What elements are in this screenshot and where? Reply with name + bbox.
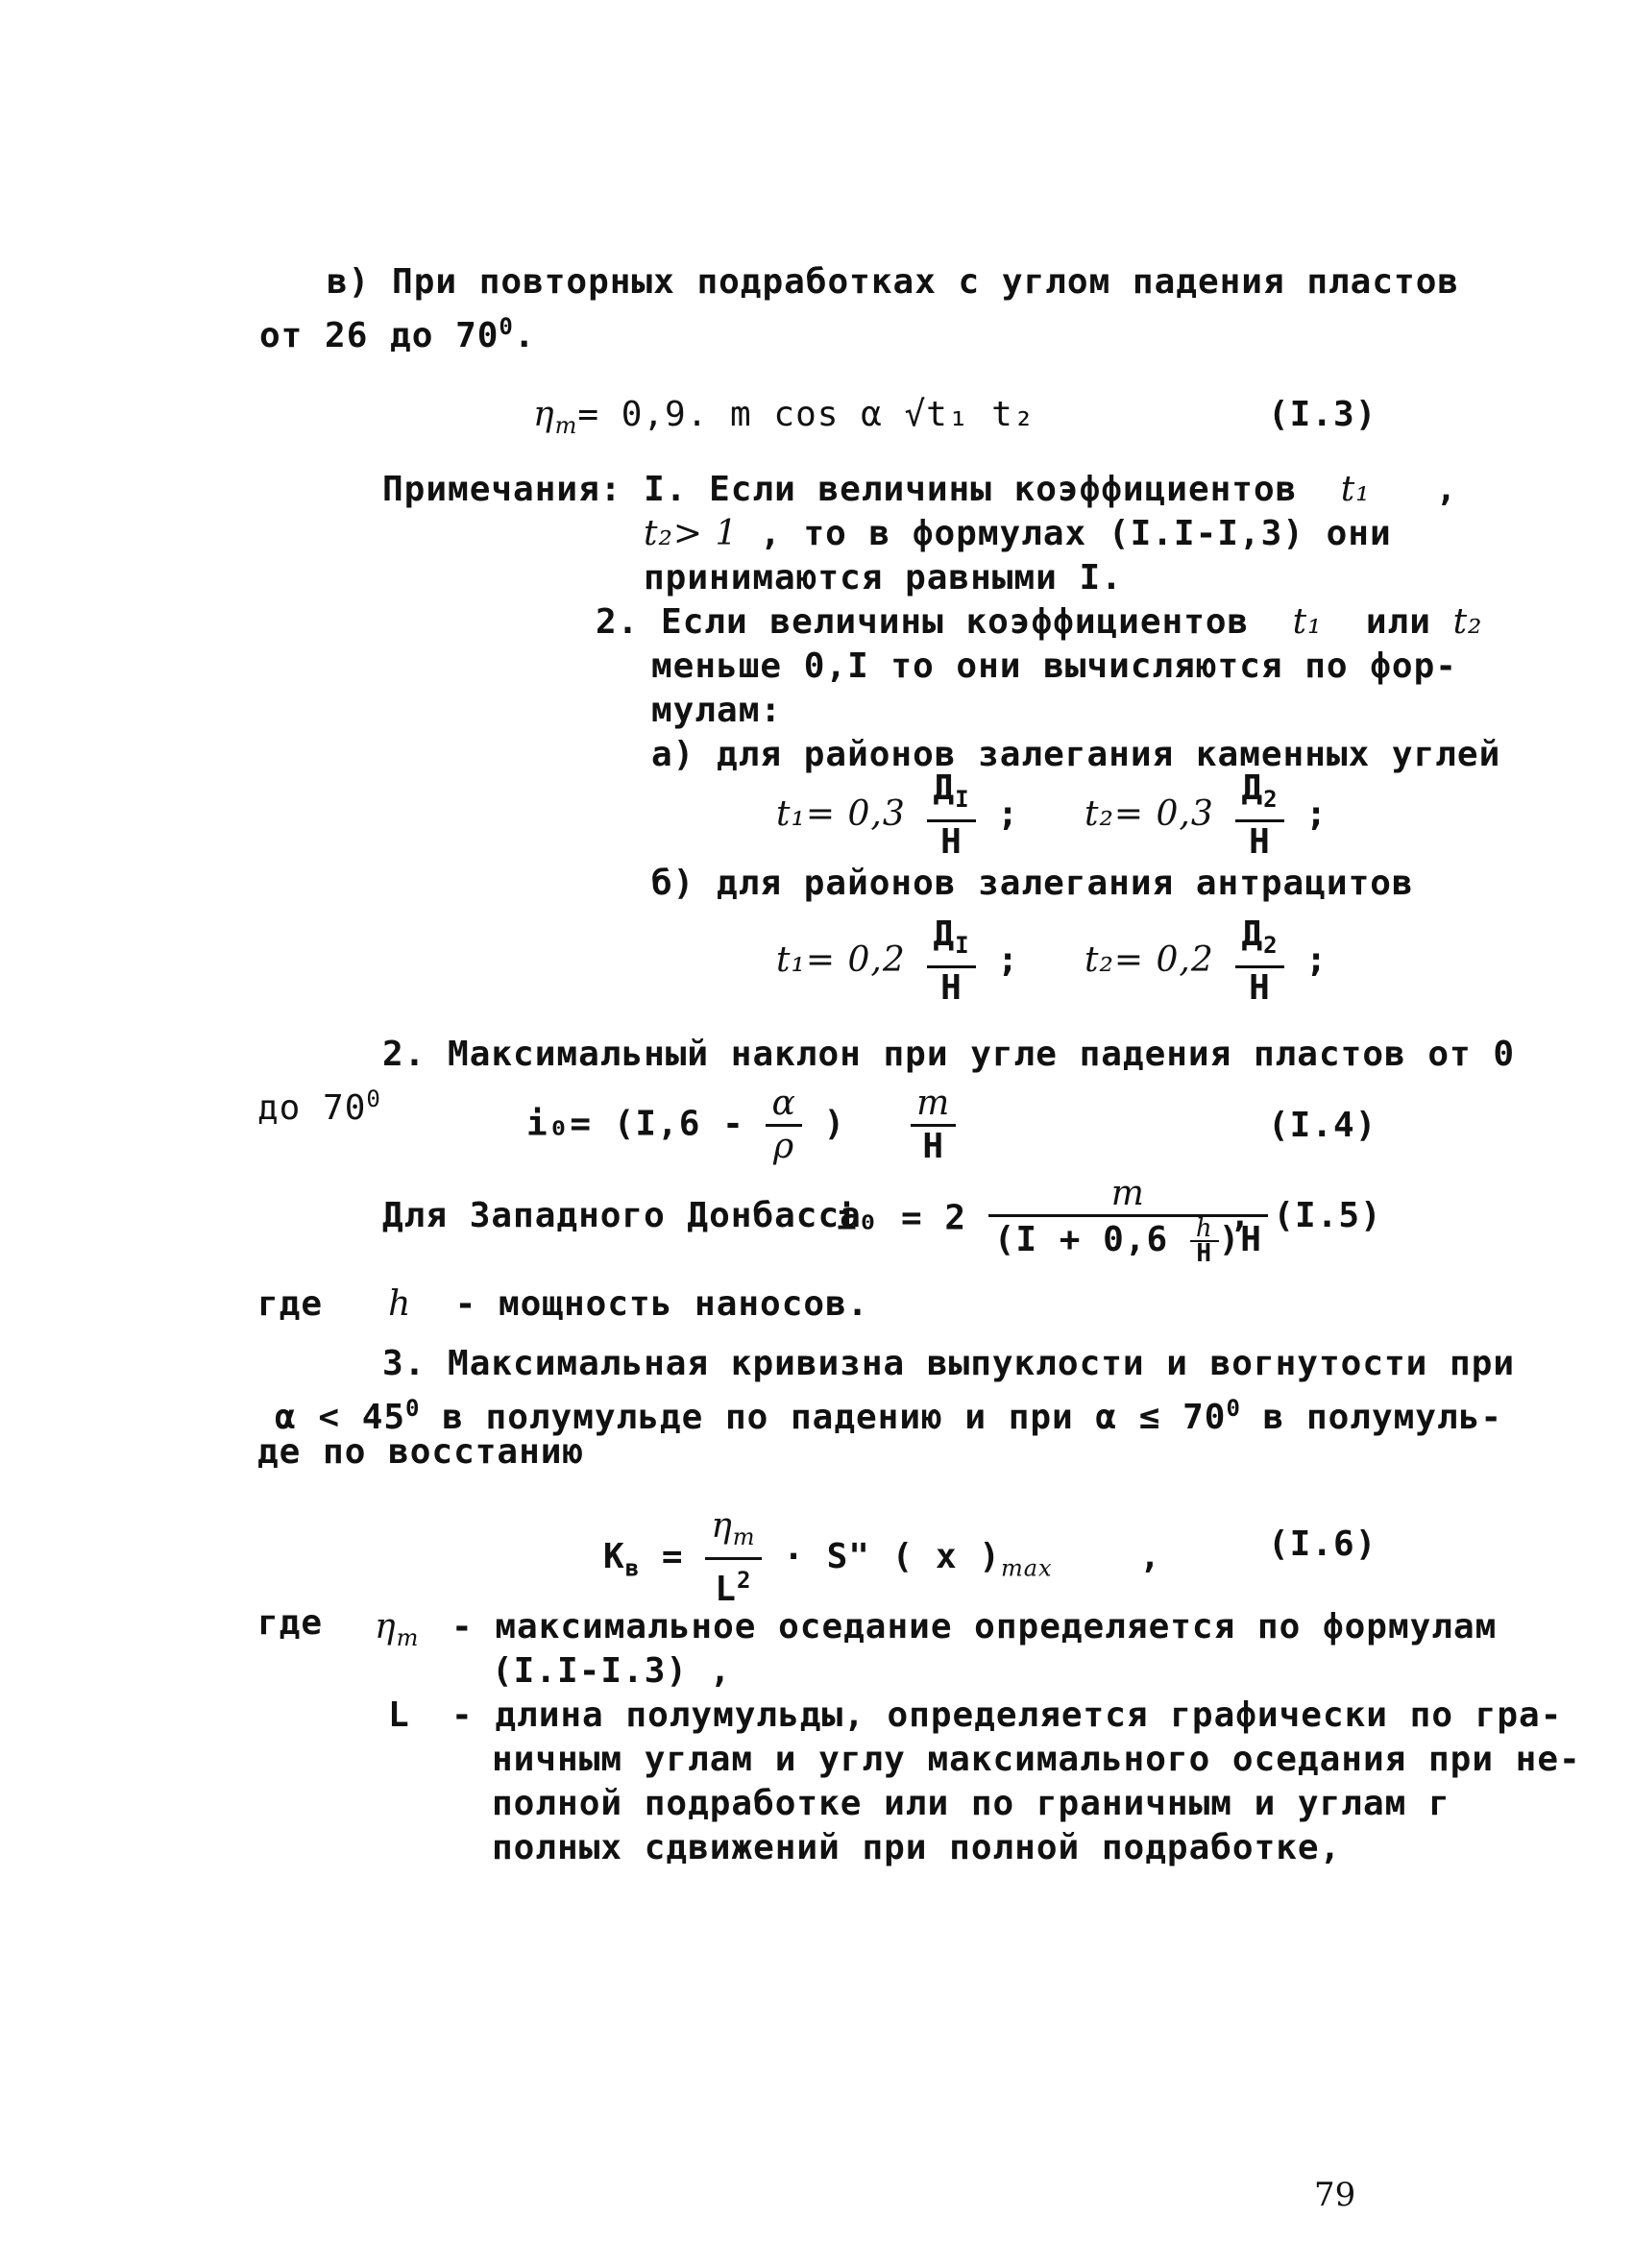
fraction: $\frac{h}{Н}$ bbox=[1190, 1217, 1219, 1265]
fraction: $\frac{\alpha}{\rho}$ bbox=[766, 1084, 801, 1167]
page-number: 79 bbox=[1314, 2176, 1356, 2214]
formula-i4-label: (I.4) bbox=[1268, 1106, 1377, 1145]
where-eta-line1: - максимальное оседание определяется по формулам bbox=[451, 1607, 1498, 1646]
fraction: $\frac{Д_I}{Н}$ bbox=[927, 915, 975, 1009]
notes-line3: принимаются равными I. bbox=[644, 558, 1123, 597]
notes-b-line: б) для районов залегания антрацитов bbox=[651, 864, 1414, 903]
formula-i3: $\eta_m= 0,9$. m cos α √t₁ t₂ bbox=[533, 395, 1036, 440]
formula-a: t₁= 0,3 $\frac{Д_I}{Н}$ ; t₂= 0,3 $\frac{Д_2}{Н}$ ; bbox=[776, 768, 1328, 863]
formula-i5: i₀ = 2 m (I + 0,6 $\frac{h}{Н}$ )Н bbox=[836, 1174, 1268, 1265]
where-l-line4: полных сдвижений при полной подработке, bbox=[492, 1828, 1342, 1867]
where-eta-line2: (I.I-I.3) , bbox=[492, 1651, 732, 1691]
para-v-line1: в) При повторных подработках с углом падения пластов bbox=[327, 262, 1460, 302]
where-eta-var: $\eta_m$ bbox=[375, 1607, 420, 1652]
section2-line1: 2. Максимальный наклон при угле падения пластов от 0 bbox=[382, 1035, 1516, 1074]
formula-i6: $К_в$ = $\frac{\eta_m}{L^2}$ · S" ( x )$_{max}$ , bbox=[603, 1506, 1161, 1610]
where-l-var: L bbox=[388, 1695, 410, 1735]
west-donbass-label: Для Западного Донбасса bbox=[382, 1196, 862, 1235]
where-l-line1: - длина полумульды, определяется графически по гра- bbox=[451, 1695, 1563, 1735]
where-l-line2: ничным углам и углу максимального оседания при не- bbox=[492, 1740, 1581, 1779]
formula-i6-label: (I.6) bbox=[1268, 1524, 1377, 1564]
fraction: $\frac{Д_2}{Н}$ bbox=[1235, 915, 1283, 1009]
para-v-line2: от 26 до $70^0$. bbox=[259, 313, 536, 355]
section3-line1: 3. Максимальная кривизна выпуклости и вогнутости при bbox=[382, 1344, 1516, 1383]
formula-i4: i₀= (I,6 - $\frac{\alpha}{\rho}$ ) $\frac{m}{Н}$ bbox=[526, 1084, 956, 1167]
fraction: $\frac{m}{Н}$ bbox=[911, 1084, 956, 1167]
formula-b: t₁= 0,2 $\frac{Д_I}{Н}$ ; t₂= 0,2 $\frac{Д_2}{Н}$ ; bbox=[776, 915, 1328, 1009]
fraction: $\frac{\eta_m}{L^2}$ bbox=[705, 1506, 761, 1610]
formula-i5-label: , (I.5) bbox=[1230, 1196, 1382, 1235]
notes-line2: t₂> 1 , то в формулах (I.I-I,3) они bbox=[644, 514, 1392, 553]
fraction: $\frac{Д_2}{Н}$ bbox=[1235, 768, 1283, 863]
fraction: m (I + 0,6 $\frac{h}{Н}$ )Н bbox=[988, 1174, 1268, 1265]
notes-2-line1: 2. Если величины коэффициентов t₁ или t₂ bbox=[596, 602, 1483, 642]
notes-2-line2: меньше 0,I то они вычисляются по фор- bbox=[651, 646, 1457, 686]
where-nanos: где h - мощность наносов. bbox=[257, 1284, 869, 1324]
fraction: $\frac{Д_I}{Н}$ bbox=[927, 768, 975, 863]
section3-line3: де по восстанию bbox=[257, 1432, 585, 1472]
where-word: где bbox=[257, 1603, 324, 1643]
formula-i3-label: (I.3) bbox=[1268, 395, 1377, 434]
section2-line2: до $70^0$ bbox=[257, 1085, 381, 1128]
where-l-line3: полной подработке или по граничным и углам г bbox=[492, 1784, 1450, 1823]
section3-line2: $\alpha < 45^0$ в полумульде по падению и при $\alpha \le 70^0$ в полумуль- bbox=[275, 1395, 1503, 1437]
notes-2-line3: мулам: bbox=[651, 691, 783, 730]
notes-a-line: а) для районов залегания каменных углей bbox=[651, 735, 1501, 774]
notes-line1: Примечания: I. Если величины коэффициентов t₁ , bbox=[382, 470, 1458, 509]
